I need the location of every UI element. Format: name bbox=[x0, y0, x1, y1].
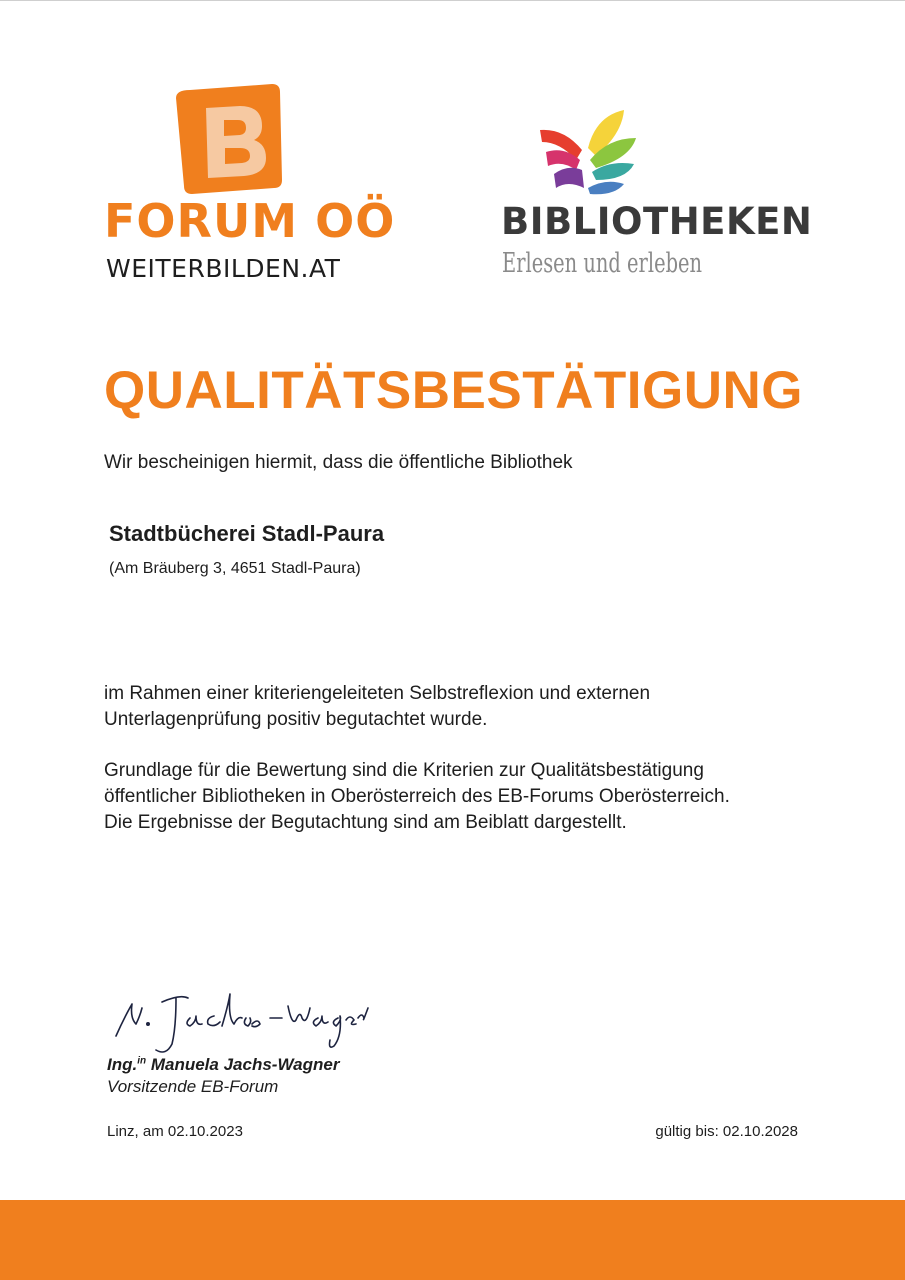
paragraph-2-line-2: öffentlicher Bibliotheken in Oberösterreich des EB-Forums Oberösterreich. bbox=[104, 786, 730, 807]
handwritten-signature bbox=[110, 988, 370, 1058]
library-address: (Am Bräuberg 3, 4651 Stadl-Paura) bbox=[109, 560, 361, 577]
paragraph-2-line-1: Grundlage für die Bewertung sind die Kriterien zur Qualitätsbestätigung bbox=[104, 760, 704, 781]
rainbow-book-icon bbox=[538, 108, 640, 196]
paragraph-2-line-3: Die Ergebnisse der Begutachtung sind am Beiblatt dargestellt. bbox=[104, 812, 627, 833]
bibliotheken-logo-subtitle: Erlesen und erleben bbox=[502, 248, 703, 279]
paragraph-1-line-2: Unterlagenprüfung positiv begutachtet wurde. bbox=[104, 709, 488, 730]
library-name: Stadtbücherei Stadl-Paura bbox=[109, 521, 385, 546]
valid-until: gültig bis: 02.10.2028 bbox=[655, 1123, 798, 1140]
book-page-purple bbox=[554, 168, 584, 188]
signer-role: Vorsitzende EB-Forum bbox=[107, 1077, 279, 1096]
certificate-intro: Wir bescheinigen hiermit, dass die öffentliche Bibliothek bbox=[104, 452, 573, 473]
certificate-title: QUALITÄTSBESTÄTIGUNG bbox=[104, 361, 803, 420]
certificate-paragraph-1 bbox=[104, 681, 844, 733]
signer-full-name: Manuela Jachs-Wagner bbox=[150, 1055, 340, 1074]
bibliotheken-logo-title: BIBLIOTHEKEN bbox=[501, 200, 813, 243]
signer-title-prefix: Ing. bbox=[107, 1055, 138, 1074]
page-top-edge bbox=[0, 0, 905, 1]
forum-logo-title: FORUM OÖ bbox=[104, 194, 396, 248]
certificate-paragraph-2 bbox=[104, 758, 844, 836]
signer-name bbox=[107, 1055, 339, 1075]
letter-b-icon bbox=[176, 84, 282, 194]
place-and-date: Linz, am 02.10.2023 bbox=[107, 1123, 243, 1140]
bottom-orange-band bbox=[0, 1200, 905, 1280]
paragraph-1-line-1: im Rahmen einer kriteriengeleiteten Selbstreflexion und externen bbox=[104, 683, 651, 704]
forum-logo-subtitle: WEITERBILDEN.AT bbox=[106, 254, 341, 283]
logo-letter-b bbox=[206, 106, 266, 178]
signer-title-suffix: in bbox=[137, 1055, 147, 1067]
book-page-blue bbox=[588, 182, 624, 195]
